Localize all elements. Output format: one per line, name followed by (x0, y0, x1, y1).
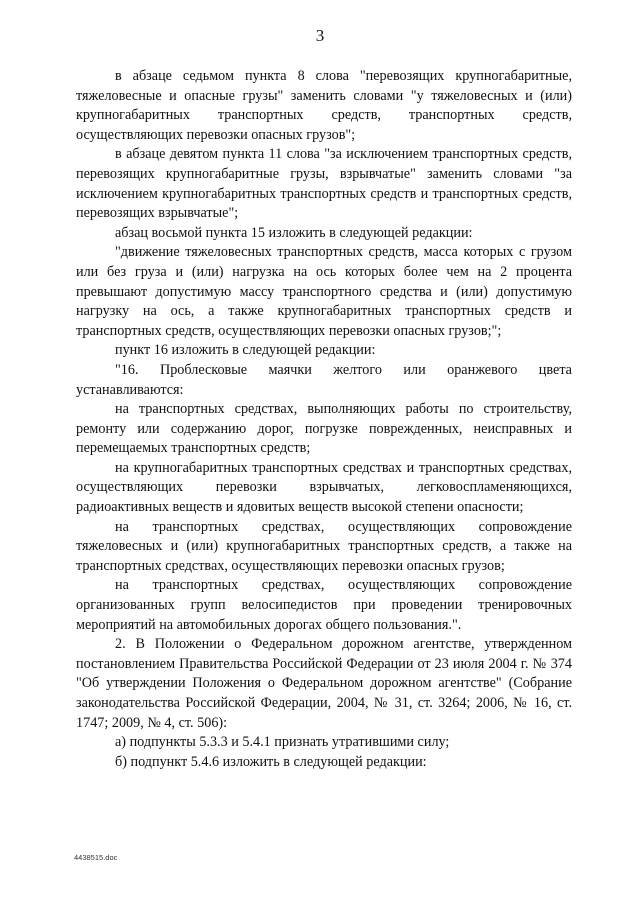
paragraph: б) подпункт 5.4.6 изложить в следующей редакции: (115, 753, 427, 770)
paragraph: "16. Проблесковые маячки желтого или оранжевого цвета устанавливаются: (76, 361, 572, 398)
document-body (76, 67, 572, 772)
document-file-code: 4438515.doc (74, 853, 118, 862)
paragraph: на транспортных средствах, выполняющих работы по строительству, ремонту или содержанию дорог, погрузке поврежденных, неисправных и перемещаемых транспортных средств; (76, 401, 572, 457)
page-number: 3 (315, 26, 325, 45)
paragraph: пункт 16 изложить в следующей редакции: (115, 342, 376, 359)
paragraph: "движение тяжеловесных транспортных средств, масса которых с грузом или без груза и (или) нагрузка на ось которых более чем на 2 процента превышают допустимую массу транспортного средства и (или) допустимую нагрузку на ось, а также крупногабаритных транспортных средств и транспортных средств, осуществляющих перевозки опасных грузов;"; (76, 244, 572, 339)
paragraph: на транспортных средствах, осуществляющих сопровождение тяжеловесных и (или) крупногабаритных транспортных средств, а также на транспортных средствах, осуществляющих перевозки опасных грузов; (76, 518, 572, 574)
paragraph: на крупногабаритных транспортных средствах и транспортных средствах, осуществляющих перевозки взрывчатых, легковоспламеняющихся, радиоактивных веществ и ядовитых веществ высокой степени опасности; (76, 459, 572, 516)
paragraph: в абзаце девятом пункта 11 слова "за исключением транспортных средств, перевозящих крупногабаритные грузы, взрывчатые" заменить словами "за исключением крупногабаритных транспортных средств и транспортных средств, перевозящих взрывчатые"; (76, 146, 572, 222)
paragraph: а) подпункты 5.3.3 и 5.4.1 признать утратившими силу; (115, 734, 450, 751)
paragraph: 2. В Положении о Федеральном дорожном агентстве, утвержденном постановлением Правительства Российской Федерации от 23 июля 2004 г. № 374 "Об утверждении Положения о Федеральном дорожном агентстве" (Собрание законодательства Российской Федерации, 2004, № 31, ст. 3264; 2006, № 16, ст. 1747; 2009, № 4, ст. 506): (76, 636, 572, 731)
paragraph: абзац восьмой пункта 15 изложить в следующей редакции: (115, 224, 473, 241)
paragraph: на транспортных средствах, осуществляющих сопровождение организованных групп велосипедистов при проведении тренировочных мероприятий на автомобильных дорогах общего пользования.". (76, 577, 572, 633)
paragraph: в абзаце седьмом пункта 8 слова "перевозящих крупногабаритные, тяжеловесные и опасные грузы" заменить словами "у тяжеловесных и (или) крупногабаритных транспортных средств, транспортных средств, осуществляющих перевозки опасных грузов"; (76, 68, 572, 143)
